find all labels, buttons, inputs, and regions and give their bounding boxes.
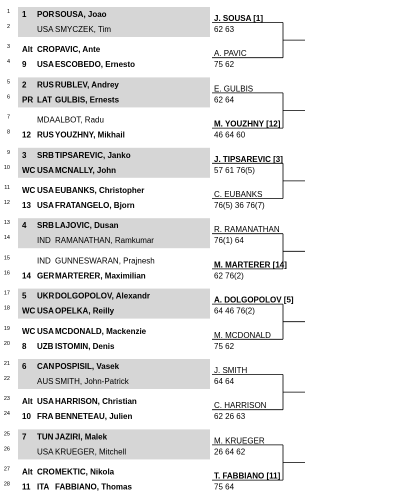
winner-name: M. MARTERER [14] (214, 260, 287, 270)
match-score: 75 62 (214, 60, 235, 70)
country-code: AUS (37, 377, 54, 386)
seed-label: 10 (22, 412, 31, 422)
draw-line-number: 5 (6, 79, 10, 86)
draw-line-number: 17 (3, 290, 10, 297)
player-name: HARRISON, Christian (55, 397, 137, 407)
draw-line-number: 20 (3, 340, 10, 347)
seed-label: PR (22, 95, 34, 105)
seed-label: 7 (22, 432, 27, 442)
player-name: ESCOBEDO, Ernesto (55, 60, 136, 70)
seed-label: WC (22, 165, 36, 175)
match-score: 64 64 (214, 377, 235, 386)
player-name: ALBOT, Radu (55, 115, 104, 125)
player-name: SMITH, John-Patrick (55, 377, 129, 386)
draw-line-number: 26 (3, 446, 10, 453)
country-code: USA (37, 165, 54, 175)
draw-line-number: 13 (3, 220, 10, 227)
country-code: LAT (37, 95, 52, 105)
player-name: GULBIS, Ernests (55, 95, 120, 105)
winner-name: A. DOLGOPOLOV [5] (214, 295, 294, 305)
winner-name: C. HARRISON (214, 401, 267, 411)
draw-line-number: 10 (3, 164, 10, 171)
match-score: 62 63 (214, 25, 235, 34)
seed-label: 1 (22, 10, 27, 19)
match-score: 62 76(2) (214, 271, 244, 281)
draw-line-number: 14 (3, 235, 10, 242)
draw-line-number: 4 (6, 59, 10, 66)
draw-line-number: 21 (3, 361, 10, 367)
winner-name: R. RAMANATHAN (214, 225, 280, 235)
match-score: 76(5) 36 76(7) (214, 201, 265, 210)
draw-line-number: 11 (4, 185, 10, 191)
country-code: IND (37, 256, 51, 266)
player-name: FRATANGELO, Bjorn (55, 201, 135, 210)
seed-label: Alt (22, 397, 33, 407)
seed-label: WC (22, 186, 36, 195)
player-name: MARTERER, Maximilian (55, 271, 146, 281)
country-code: CRO (37, 467, 55, 477)
seed-label: 3 (22, 150, 27, 160)
player-name: SMYCZEK, Tim (55, 25, 112, 34)
match-score: 64 46 76(2) (214, 306, 255, 316)
seed-label: Alt (22, 467, 33, 477)
seed-label: 11 (22, 482, 31, 492)
seed-label: 12 (22, 130, 31, 140)
player-name: ISTOMIN, Denis (55, 341, 115, 351)
match-score: 57 61 76(5) (214, 165, 255, 175)
winner-name: T. FABBIANO [11] (214, 471, 281, 481)
player-name: FABBIANO, Thomas (55, 482, 132, 492)
draw-line-number: 28 (3, 481, 10, 488)
player-name: BENNETEAU, Julien (55, 412, 133, 422)
player-name: MEKTIC, Nikola (55, 467, 115, 477)
draw-line-number: 7 (6, 114, 10, 121)
player-name: MCDONALD, Mackenzie (55, 326, 147, 336)
country-code: SRB (37, 221, 54, 231)
seed-label: 13 (22, 201, 31, 210)
draw-line-number: 15 (3, 255, 10, 262)
winner-name: C. EUBANKS (214, 190, 263, 199)
player-name: DOLGOPOLOV, Alexandr (55, 291, 150, 301)
draw-line-number: 9 (6, 149, 10, 156)
country-code: USA (37, 306, 54, 316)
country-code: RUS (37, 80, 54, 90)
player-name: MCNALLY, John (55, 165, 117, 175)
draw-line-number: 25 (3, 431, 10, 438)
country-code: RUS (37, 130, 54, 140)
seed-label: WC (22, 306, 36, 316)
winner-name: M. KRUEGER (214, 436, 265, 446)
seed-label: 5 (22, 291, 27, 301)
seed-label: 6 (22, 362, 27, 371)
country-code: FRA (37, 412, 54, 422)
winner-name: A. PAVIC (214, 49, 247, 59)
seed-label: 8 (22, 341, 27, 351)
match-score: 75 64 (214, 482, 235, 492)
draw-line-number: 12 (3, 200, 10, 206)
draw-line-number: 3 (6, 44, 10, 51)
country-code: TUN (37, 432, 54, 442)
country-code: POR (37, 10, 55, 19)
draw-line-number: 23 (3, 396, 10, 403)
match-score: 62 26 63 (214, 412, 246, 422)
player-name: RUBLEV, Andrey (55, 80, 119, 90)
match-score: 75 62 (214, 341, 235, 351)
country-code: UKR (37, 291, 55, 301)
draw-line-number: 8 (6, 129, 10, 136)
winner-name: J. TIPSAREVIC [3] (214, 154, 283, 164)
winner-name: J. SMITH (214, 366, 248, 375)
country-code: UZB (37, 341, 54, 351)
draw-line-number: 6 (6, 94, 10, 101)
draw-line-number: 19 (3, 325, 10, 332)
seed-label: Alt (22, 45, 33, 55)
draw-line-number: 2 (6, 24, 10, 30)
match-score: 62 64 (214, 95, 235, 105)
player-name: LAJOVIC, Dusan (55, 221, 119, 231)
player-name: KRUEGER, Mitchell (55, 447, 127, 457)
country-code: GER (37, 271, 55, 281)
player-name: POSPISIL, Vasek (55, 362, 120, 371)
country-code: USA (37, 25, 54, 34)
draw-line-number: 22 (3, 376, 10, 382)
player-name: PAVIC, Ante (55, 45, 101, 55)
country-code: SRB (37, 150, 54, 160)
country-code: USA (37, 326, 54, 336)
draw-line-number: 1 (6, 9, 10, 15)
country-code: CRO (37, 45, 55, 55)
winner-name: M. YOUZHNY [12] (214, 119, 281, 129)
country-code: CAN (37, 362, 55, 371)
seed-label: 14 (22, 271, 31, 281)
player-name: GUNNESWARAN, Prajnesh (55, 256, 155, 266)
country-code: USA (37, 447, 54, 457)
player-name: RAMANATHAN, Ramkumar (55, 236, 154, 246)
country-code: IND (37, 236, 51, 246)
draw-line-number: 27 (3, 466, 10, 473)
player-name: JAZIRI, Malek (55, 432, 108, 442)
country-code: ITA (37, 482, 50, 492)
country-code: USA (37, 60, 54, 70)
country-code: USA (37, 397, 54, 407)
country-code: USA (37, 186, 54, 195)
winner-name: J. SOUSA [1] (214, 14, 264, 23)
seed-label: 4 (22, 221, 27, 231)
player-name: SOUSA, Joao (55, 10, 107, 19)
draw-line-number: 18 (3, 305, 10, 312)
player-name: EUBANKS, Christopher (55, 186, 145, 195)
country-code: MDA (37, 115, 55, 125)
draw-line-number: 24 (3, 411, 10, 418)
match-score: 26 64 62 (214, 447, 246, 457)
match-score: 76(1) 64 (214, 236, 244, 246)
match-score: 46 64 60 (214, 130, 246, 140)
seed-label: WC (22, 326, 36, 336)
seed-label: 9 (22, 60, 27, 70)
player-name: OPELKA, Reilly (55, 306, 115, 316)
winner-name: M. MCDONALD (214, 330, 271, 340)
draw-line-number: 16 (3, 270, 10, 277)
player-name: TIPSAREVIC, Janko (55, 150, 131, 160)
seed-label: 2 (22, 80, 27, 90)
player-name: YOUZHNY, Mikhail (55, 130, 125, 140)
winner-name: E. GULBIS (214, 84, 254, 94)
country-code: USA (37, 201, 54, 210)
